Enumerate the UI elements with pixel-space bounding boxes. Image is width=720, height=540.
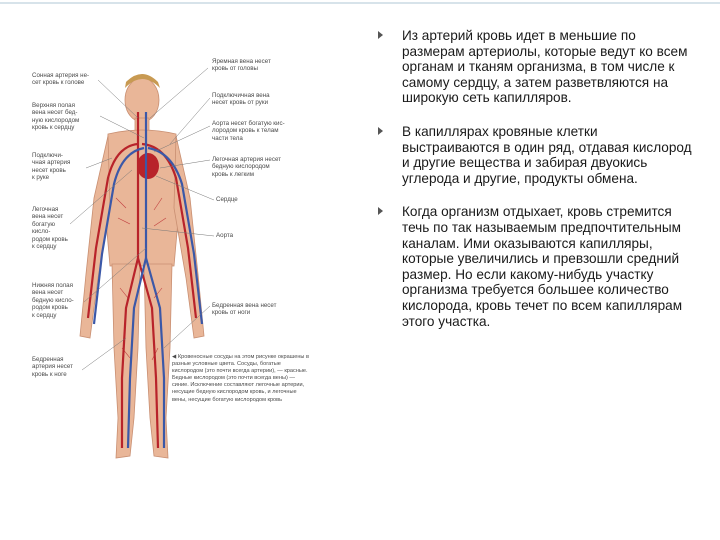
bullet-arrow-icon	[378, 127, 383, 135]
label-pulmonary-artery: Легочная артерия несет бедную кислородом кровь к легким	[212, 156, 282, 178]
bullet-item-arterioles	[378, 28, 698, 106]
label-aorta-oxygen: Аорта несет богатую кис- лородом кровь к телам части тела	[212, 120, 285, 142]
label-jugular-vein: Яремная вена несет кровь от головы	[212, 58, 271, 73]
bullet-text: Из артерий кровь идет в меньшие по размерам артериолы, которые ведут ко всем органам и тканям организма, в том числе к самому сердцу, а затем разветвляются на широкую сеть капилляров.	[402, 28, 688, 106]
bullet-item-capillaries	[378, 124, 698, 186]
bullet-item-preferred-channels	[378, 204, 698, 329]
heart-shape	[137, 153, 159, 179]
bullet-text: В капиллярах кровяные клетки выстраиваются в один ряд, отдавая кислород и другие вещества и забирая двуокись углерода и другие, продукты обмена.	[402, 123, 692, 186]
label-pulmonary-vein: Легочная вена несет богатую кисло- родом кровь к сердцу	[32, 206, 68, 251]
label-inferior-vena-cava: Нижняя полая вена несет бедную кисло- родом кровь к сердцу	[32, 282, 74, 319]
label-superior-vena-cava: Верхняя полая вена несет бед- ную кислородом кровь к сердцу	[32, 102, 80, 132]
label-femoral-vein: Бедренная вена несет кровь от ноги	[212, 302, 277, 317]
bullet-text: Когда организм отдыхает, кровь стремится течь по так называемым предпочтительным каналам. Ими оказываются капилляры, которые увеличились и превзошли средний размер. Но если какому-нибудь участку организма требуется большее количество кислорода, кровь течет по всем капиллярам этого участка.	[402, 204, 683, 329]
label-subclavian-artery: Подключи- чная артерия несет кровь к руке	[32, 152, 71, 182]
bullet-arrow-icon	[378, 207, 383, 215]
label-carotid-artery: Сонная артерия не- сет кровь к голове	[32, 72, 90, 87]
bullet-arrow-icon	[378, 31, 383, 39]
label-subclavian-vein: Подключичная вена несет кровь от руки	[212, 92, 270, 107]
top-border-decoration	[0, 0, 720, 8]
label-aorta: Аорта	[216, 232, 234, 239]
bullet-list	[378, 28, 698, 347]
circulatory-system-illustration	[30, 48, 316, 476]
figure-caption: ◀ Кровеносные сосуды на этом рисунке окрашены в разные условные цвета. Сосуды, богатые кислородом (это почти всегда артерии), — красные. Бедные кислородом (это почти всегда вены) — синие. Исключение составляют легочные артерии, несущие бедную кислородом кровь, и легочные вены, несущие богатую кислородом кровь	[172, 354, 309, 403]
label-femoral-artery: Бедренная артерия несет кровь к ноге	[32, 356, 73, 378]
label-heart: Сердце	[216, 196, 238, 203]
